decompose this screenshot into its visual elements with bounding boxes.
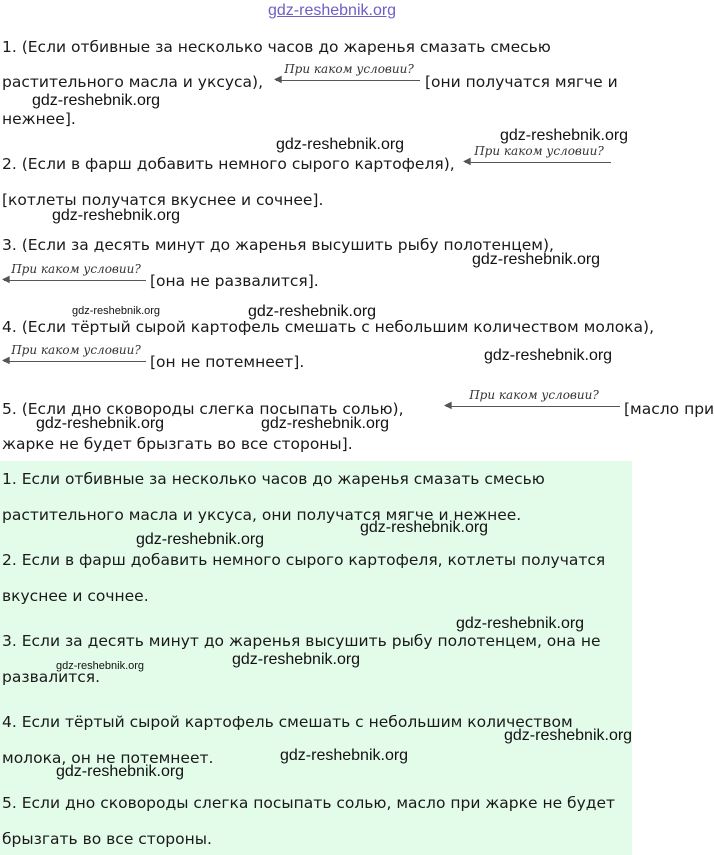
- arrow-left-icon: ◀: [2, 274, 10, 285]
- condition-arrow-caption: При каком условии?: [474, 144, 604, 158]
- answer-line: брызгать во все стороны.: [2, 830, 212, 848]
- arrow-line: [446, 406, 620, 407]
- watermark: gdz-reshebnik.org: [56, 763, 185, 780]
- watermark: gdz-reshebnik.org: [500, 127, 629, 144]
- arrow-line: [465, 162, 611, 163]
- answer-line: 1. Если отбивные за несколько часов до жаренья смазать смесью: [2, 470, 545, 488]
- arrow-line: [4, 361, 146, 362]
- watermark: gdz-reshebnik.org: [72, 305, 161, 317]
- watermark: gdz-reshebnik.org: [472, 251, 601, 268]
- task-1-line-1: 1. (Если отбивные за несколько часов до жаренья смазать смесью: [2, 38, 551, 56]
- task-5-line-2: жарке не будет брызгать во все стороны].: [2, 435, 353, 453]
- answer-line: 2. Если в фарш добавить немного сырого картофеля, котлеты получатся: [2, 551, 606, 569]
- task-1-line-3: нежнее].: [2, 110, 76, 128]
- answer-line: 3. Если за десять минут до жаренья высушить рыбу полотенцем, она не: [2, 632, 601, 650]
- answer-line: 4. Если тёртый сырой картофель смешать с небольшим количеством: [2, 713, 573, 731]
- watermark: gdz-reshebnik.org: [248, 303, 377, 320]
- task-5-line-1a: 5. (Если дно сковороды слегка посыпать солью),: [2, 400, 404, 418]
- task-4-line-1: 4. (Если тёртый сырой картофель смешать с небольшим количеством молока),: [2, 318, 655, 336]
- watermark: gdz-reshebnik.org: [52, 207, 181, 224]
- watermark: gdz-reshebnik.org: [32, 92, 161, 109]
- arrow-left-icon: ◀: [463, 156, 471, 167]
- condition-arrow-5: [444, 388, 620, 410]
- watermark: gdz-reshebnik.org: [232, 651, 361, 668]
- condition-arrow-caption: При каком условии?: [284, 62, 414, 76]
- task-1-line-2a: растительного масла и уксуса),: [2, 73, 264, 91]
- arrow-left-icon: ◀: [2, 355, 10, 366]
- watermark: gdz-reshebnik.org: [276, 136, 405, 153]
- task-3-line-2: [она не развалится].: [150, 272, 319, 290]
- arrow-left-icon: ◀: [444, 400, 452, 411]
- condition-arrow-caption: При каком условии?: [469, 388, 599, 402]
- answer-line: развалится.: [2, 668, 100, 686]
- watermark: gdz-reshebnik.org: [456, 615, 585, 632]
- task-4-line-2: [он не потемнеет].: [150, 353, 305, 371]
- watermark: gdz-reshebnik.org: [280, 747, 409, 764]
- task-2-line-1: 2. (Если в фарш добавить немного сырого картофеля),: [2, 155, 455, 173]
- task-2-line-2: [котлеты получатся вкуснее и сочнее].: [2, 191, 324, 209]
- condition-arrow-4: [2, 343, 146, 365]
- condition-arrow-caption: При каком условии?: [11, 343, 141, 357]
- watermark: gdz-reshebnik.org: [261, 415, 390, 432]
- task-3-line-1: 3. (Если за десять минут до жаренья высушить рыбу полотенцем),: [2, 236, 554, 254]
- arrow-line: [4, 280, 146, 281]
- watermark: gdz-reshebnik.org: [36, 415, 165, 432]
- arrow-left-icon: ◀: [274, 74, 282, 85]
- task-1-line-2b: [они получатся мягче и: [425, 73, 618, 91]
- condition-arrow-3: [2, 262, 146, 284]
- watermark: gdz-reshebnik.org: [136, 531, 265, 548]
- watermark: gdz-reshebnik.org: [360, 519, 489, 536]
- answer-line: молока, он не потемнеет.: [2, 749, 214, 767]
- answer-line: 5. Если дно сковороды слегка посыпать солью, масло при жарке не будет: [2, 794, 616, 812]
- watermark: gdz-reshebnik.org: [56, 660, 145, 672]
- condition-arrow-caption: При каком условии?: [11, 262, 141, 276]
- answer-line: вкуснее и сочнее.: [2, 587, 149, 605]
- task-5-line-1b: [масло при: [624, 400, 714, 418]
- answer-line: растительного масла и уксуса, они получатся мягче и нежнее.: [2, 506, 522, 524]
- condition-arrow-1: [274, 62, 420, 84]
- arrow-line: [276, 80, 420, 81]
- site-link[interactable]: gdz-reshebnik.org: [268, 2, 397, 19]
- watermark: gdz-reshebnik.org: [504, 727, 633, 744]
- watermark: gdz-reshebnik.org: [484, 347, 613, 364]
- condition-arrow-2: [463, 144, 611, 166]
